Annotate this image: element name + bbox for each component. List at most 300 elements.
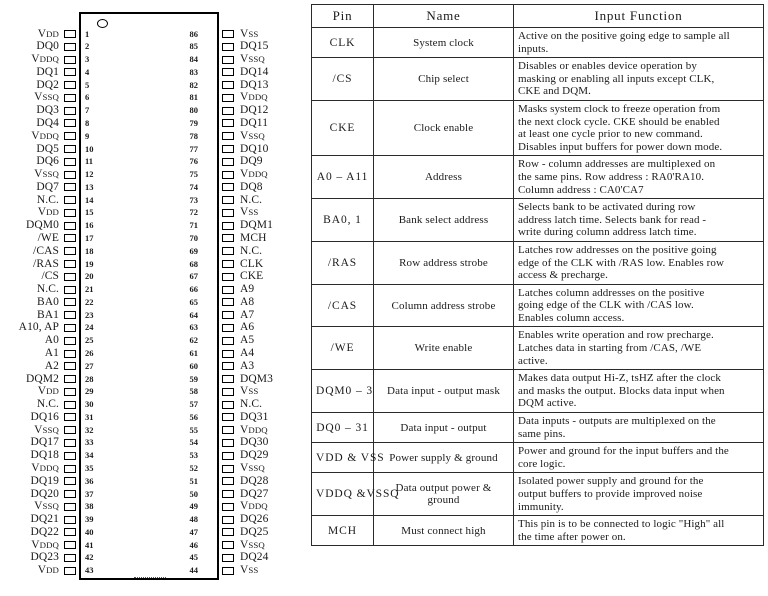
pin-number-right: 78 (189, 130, 198, 141)
pin-pad-left-icon (64, 273, 76, 281)
cell-pin: /WE (312, 327, 374, 370)
pin-diagram (0, 0, 300, 596)
pin-row (0, 79, 300, 92)
pin-label-left: VDDQ (31, 462, 59, 475)
pin-number-left: 27 (85, 360, 94, 371)
pin-label-left: DQM0 (26, 219, 59, 232)
table-header-row (312, 5, 764, 28)
cell-pin: /CS (312, 58, 374, 101)
pin-number-left: 3 (85, 54, 90, 65)
pin-pad-left-icon (64, 413, 76, 421)
pin-row (0, 168, 300, 181)
pin-pad-right-icon (222, 388, 234, 396)
cell-input-function-line: output buffers to provide improved noise (518, 488, 703, 500)
pin-number-left: 23 (85, 309, 94, 320)
pin-pad-right-icon (222, 362, 234, 370)
cell-input-function (514, 199, 764, 242)
cell-name (374, 370, 514, 413)
pin-number-right: 53 (189, 450, 198, 461)
pin-number-left: 8 (85, 117, 90, 128)
pin-pad-right-icon (222, 337, 234, 345)
cell-pin: /RAS (312, 241, 374, 284)
cell-input-function-line: the same pins. Row address : RA0'RA10. (518, 170, 705, 183)
pin-number-right: 46 (189, 539, 198, 550)
pin-label-left: VDD (37, 206, 59, 219)
pin-label-right: N.C. (240, 193, 263, 206)
pin-pad-left-icon (64, 260, 76, 268)
pin-label-left: DQ23 (30, 551, 59, 564)
pin-function-table (311, 4, 764, 546)
pin-number-left: 1 (85, 28, 90, 39)
pin-row (0, 283, 300, 296)
cell-input-function-line: address latch time. Selects bank for read - (518, 213, 707, 226)
pin-pad-left-icon (64, 362, 76, 370)
pin-row (0, 91, 300, 104)
cell-input-function-line: Masks system clock to freeze operation from (518, 102, 721, 115)
cell-input-function-line: same pins. (518, 427, 566, 440)
table-row (312, 199, 764, 242)
pin-pad-right-icon (222, 477, 234, 485)
pin-number-left: 19 (85, 258, 94, 269)
pin-label-right: DQ10 (240, 142, 269, 155)
cell-input-function (514, 327, 764, 370)
cell-pin: CKE (312, 100, 374, 155)
pin-row (0, 130, 300, 143)
pin-number-right: 82 (189, 79, 198, 90)
pin-label-right: DQ30 (240, 436, 269, 449)
pin-number-left: 29 (85, 386, 94, 397)
pin-number-right: 69 (189, 245, 198, 256)
pin-row (0, 398, 300, 411)
pin-label-right: DQ27 (240, 487, 269, 500)
pin-label-left: VDD (37, 27, 59, 40)
cell-name (374, 58, 514, 101)
pin-number-left: 43 (85, 565, 94, 576)
cell-input-function (514, 284, 764, 327)
pin-pad-right-icon (222, 503, 234, 511)
pin-pad-right-icon (222, 260, 234, 268)
pin-number-right: 67 (189, 271, 198, 282)
pin-label-right: DQ24 (240, 551, 269, 564)
pin-number-right: 58 (189, 386, 198, 397)
pin-label-left: VDDQ (31, 53, 59, 66)
table-row (312, 284, 764, 327)
pin-label-right: A6 (240, 321, 255, 334)
pin-number-left: 7 (85, 105, 90, 116)
cell-input-function-line: active. (518, 354, 548, 367)
column-header-input-function: Input Function (514, 5, 764, 28)
pin-number-left: 17 (85, 232, 94, 243)
pin-row (0, 232, 300, 245)
pin-row (0, 488, 300, 501)
cell-name (374, 28, 514, 58)
pin-number-left: 25 (85, 335, 94, 346)
cell-input-function-line: Isolated power supply and ground for the (518, 475, 704, 488)
pin-label-right: VDDQ (240, 423, 268, 436)
pin-pad-left-icon (64, 490, 76, 498)
pin-label-left: DQ0 (36, 40, 59, 53)
pin-row (0, 245, 300, 258)
pin-label-left: N.C. (36, 193, 59, 206)
pin-label-right: VDDQ (240, 91, 268, 104)
pin-pad-left-icon (64, 503, 76, 511)
pin-number-right: 61 (189, 348, 198, 358)
cell-input-function-line: write during column address latch time. (518, 226, 697, 239)
pin-label-right: VSS (240, 564, 259, 577)
cell-pin: DQM0 – 3 (312, 370, 374, 413)
pin-number-right: 77 (189, 143, 198, 154)
pin-number-left: 40 (85, 526, 94, 537)
pin-number-left: 41 (85, 539, 94, 550)
pin-number-left: 20 (85, 271, 94, 282)
pin-pad-left-icon (64, 145, 76, 153)
pin-row (0, 66, 300, 79)
pin-pad-right-icon (222, 298, 234, 306)
pin-label-right: DQ25 (240, 525, 269, 538)
pin-number-left: 34 (85, 450, 94, 461)
pin-function-table-wrapper (311, 4, 763, 546)
pin-number-left: 30 (85, 399, 94, 410)
table-row (312, 370, 764, 413)
cell-input-function-line: inputs. (518, 42, 549, 55)
pin-number-right: 52 (189, 463, 198, 474)
pin-row (0, 385, 300, 398)
pin-row (0, 424, 300, 437)
cell-input-function (514, 28, 764, 58)
pin-pad-right-icon (222, 234, 234, 242)
pin-pad-left-icon (64, 541, 76, 549)
cell-name (374, 241, 514, 284)
cell-pin: DQ0 – 31 (312, 413, 374, 443)
cell-name-line: Column address strobe (391, 299, 496, 312)
pin-label-left: DQ7 (36, 180, 59, 193)
pin-label-right: DQ12 (240, 104, 269, 117)
cell-input-function-line: immunity. (518, 500, 564, 513)
cell-input-function-line: Enables column access. (518, 311, 625, 324)
pin-label-right: VDDQ (240, 500, 268, 513)
pin-pad-right-icon (222, 311, 234, 319)
pin-label-right: VSS (240, 206, 259, 219)
pin-row (0, 309, 300, 322)
pin-pad-left-icon (64, 350, 76, 358)
pin-label-left: /RAS (33, 257, 59, 270)
pin-number-right: 85 (189, 41, 198, 52)
pin-pad-left-icon (64, 56, 76, 64)
pin-number-right: 55 (189, 424, 198, 435)
pin-pad-left-icon (64, 516, 76, 524)
cell-name-line: Write enable (414, 342, 473, 355)
pin-row (0, 155, 300, 168)
pin-label-right: CKE (240, 270, 264, 283)
pin-pad-left-icon (64, 452, 76, 460)
pin-label-left: DQ1 (36, 65, 59, 78)
pin-pad-right-icon (222, 375, 234, 383)
pin-number-right: 84 (189, 54, 198, 65)
pin-label-right: VSSQ (240, 53, 265, 66)
cell-input-function-line: This pin is to be connected to logic "High" all (518, 518, 725, 531)
pin-number-left: 33 (85, 437, 94, 448)
pin-number-left: 28 (85, 373, 94, 384)
pin-row (0, 143, 300, 156)
pin-pad-right-icon (222, 426, 234, 434)
cell-input-function-line: Disables input buffers for power down mode. (518, 140, 723, 153)
column-header-name: Name (374, 5, 514, 28)
cell-name-line: Chip select (418, 73, 469, 86)
pin-pad-left-icon (64, 247, 76, 255)
pin-pad-left-icon (64, 183, 76, 191)
pin-label-right: VSSQ (240, 538, 265, 551)
pin-label-right: A7 (240, 308, 255, 321)
pin-label-right: A8 (240, 295, 255, 308)
pin-pad-left-icon (64, 119, 76, 127)
pin-number-right: 65 (189, 296, 198, 307)
pin-pad-right-icon (222, 68, 234, 76)
pin-label-right: DQ11 (240, 116, 269, 129)
pin-pad-right-icon (222, 171, 234, 179)
pin-pad-right-icon (222, 554, 234, 562)
pin-number-right: 70 (189, 232, 198, 243)
pin-row (0, 40, 300, 53)
pin-label-left: DQ22 (30, 525, 59, 538)
pin-pad-left-icon (64, 209, 76, 217)
pin-label-left: VDD (37, 564, 59, 577)
pin-row (0, 475, 300, 488)
cell-input-function (514, 241, 764, 284)
cell-pin: BA0, 1 (312, 199, 374, 242)
pin-number-right: 47 (189, 526, 198, 537)
pin-pad-right-icon (222, 439, 234, 447)
pin-number-left: 12 (85, 169, 94, 180)
pin-pad-right-icon (222, 273, 234, 281)
pin-number-left: 26 (85, 348, 94, 358)
cell-input-function-line: core logic. (518, 457, 566, 470)
pin-pad-left-icon (64, 426, 76, 434)
pin-number-right: 56 (189, 411, 198, 422)
pin-number-right: 68 (189, 258, 198, 269)
pin-number-left: 37 (85, 488, 94, 499)
pin-row (0, 194, 300, 207)
pin-label-right: A9 (240, 283, 255, 296)
pin-number-left: 11 (85, 156, 94, 167)
pin-number-right: 66 (189, 284, 198, 295)
pin-pad-right-icon (222, 107, 234, 115)
pin-label-left: VDDQ (31, 538, 59, 551)
pin-row (0, 513, 300, 526)
pin-pad-right-icon (222, 516, 234, 524)
pin-number-left: 42 (85, 552, 94, 563)
cell-input-function-line: Makes data output Hi-Z, tsHZ after the clock (518, 372, 721, 385)
pin-label-right: DQ9 (240, 155, 263, 168)
cell-name-line: Power supply & ground (389, 451, 498, 464)
cell-name-line: Data output power & (395, 482, 492, 495)
pin-label-right: DQ14 (240, 65, 269, 78)
pin-label-right: A3 (240, 359, 255, 372)
pin-function-table-body (312, 28, 764, 546)
pin-number-left: 4 (85, 66, 90, 77)
pin-pad-left-icon (64, 567, 76, 575)
pin-row (0, 564, 300, 577)
cell-name-line: Clock enable (413, 122, 474, 135)
cell-pin: A0 – A11 (312, 156, 374, 199)
cell-input-function-line: CKE and DQM. (518, 85, 592, 98)
pin-number-left: 35 (85, 463, 94, 474)
cell-name-line: ground (427, 494, 460, 507)
pin-pad-right-icon (222, 145, 234, 153)
pin-number-right: 81 (189, 92, 198, 103)
pin-number-right: 79 (189, 117, 198, 128)
pin-label-left: VSSQ (34, 168, 59, 181)
pin-number-right: 51 (189, 475, 198, 486)
pin-label-right: DQ31 (240, 410, 269, 423)
cell-input-function-line: edge of the CLK with /RAS low. Enables row (518, 256, 725, 269)
pin-number-right: 60 (189, 360, 198, 371)
pin-pad-right-icon (222, 43, 234, 51)
pin-pad-right-icon (222, 196, 234, 204)
cell-pin-line: VDDQ & (316, 488, 367, 501)
pin-number-left: 24 (85, 322, 94, 333)
cell-name (374, 156, 514, 199)
pin-row (0, 296, 300, 309)
pin-label-left: DQ6 (36, 155, 59, 168)
pin-row (0, 334, 300, 347)
pin-number-left: 22 (85, 296, 94, 307)
cell-input-function-line: Enables write operation and row precharge. (518, 329, 714, 342)
cell-pin: CLK (312, 28, 374, 58)
pin-number-right: 76 (189, 156, 198, 167)
pin-pad-right-icon (222, 324, 234, 332)
pin-pad-left-icon (64, 286, 76, 294)
pin-label-right: VSSQ (240, 129, 265, 142)
cell-input-function-line: Column address : CA0'CA7 (518, 183, 644, 196)
pin-pad-right-icon (222, 350, 234, 358)
pin-pad-right-icon (222, 465, 234, 473)
column-header-pin: Pin (312, 5, 374, 28)
pin-pad-left-icon (64, 68, 76, 76)
pin-pad-left-icon (64, 94, 76, 102)
pin-label-left: VSSQ (34, 423, 59, 436)
pin-label-left: DQ18 (30, 449, 59, 462)
cell-name (374, 100, 514, 155)
cell-input-function-line: masking or enabling all inputs except CLK, (518, 72, 715, 85)
pin-label-left: VDD (37, 385, 59, 398)
pin-number-left: 39 (85, 514, 94, 525)
pin-pad-right-icon (222, 413, 234, 421)
cell-input-function-line: Latches row addresses on the positive going (518, 243, 717, 256)
cell-input-function-line: Row - column addresses are multiplexed on (518, 158, 716, 171)
pin-pad-right-icon (222, 158, 234, 166)
cell-name-line: Must connect high (401, 524, 486, 537)
pin-pad-right-icon (222, 541, 234, 549)
pin-label-left: DQ17 (30, 436, 59, 449)
pin-pad-right-icon (222, 94, 234, 102)
pin-pad-left-icon (64, 554, 76, 562)
pin-pad-left-icon (64, 477, 76, 485)
cell-input-function-line: Active on the positive going edge to sample all (518, 30, 730, 42)
pin-row (0, 539, 300, 552)
pin-number-left: 21 (85, 284, 94, 295)
pin-row (0, 526, 300, 539)
table-row (312, 413, 764, 443)
pin-row (0, 219, 300, 232)
cell-input-function (514, 156, 764, 199)
pin-label-left: VSSQ (34, 500, 59, 513)
cell-input-function-line: Latches data in starting from /CAS, /WE (518, 342, 702, 355)
pin-pad-right-icon (222, 183, 234, 191)
table-row (312, 58, 764, 101)
pin-label-left: DQ19 (30, 474, 59, 487)
pin-number-left: 13 (85, 181, 94, 192)
pin-row (0, 551, 300, 564)
cell-pin: /CAS (312, 284, 374, 327)
pin-number-right: 63 (189, 322, 198, 333)
pin-row (0, 321, 300, 334)
pin-label-right: VDDQ (240, 168, 268, 181)
cell-name (374, 516, 514, 546)
pin-pad-left-icon (64, 439, 76, 447)
pin-row (0, 28, 300, 41)
pin-number-left: 38 (85, 501, 94, 512)
pin-pad-right-icon (222, 56, 234, 64)
cell-name-line: Row address strobe (399, 256, 488, 269)
pin-pad-left-icon (64, 465, 76, 473)
pin-label-left: DQ16 (30, 410, 59, 423)
pin-label-right: A4 (240, 347, 255, 359)
pin-pad-right-icon (222, 209, 234, 217)
pin-label-left: A2 (44, 359, 59, 372)
table-row (312, 443, 764, 473)
pin-pad-right-icon (222, 567, 234, 575)
pin-label-left: N.C. (36, 283, 59, 296)
pin-number-right: 59 (189, 373, 198, 384)
pin-number-right: 49 (189, 501, 198, 512)
pin-number-left: 36 (85, 475, 94, 486)
cell-name (374, 443, 514, 473)
pin-label-right: N.C. (240, 244, 263, 257)
cell-input-function (514, 516, 764, 546)
pin-label-left: N.C. (36, 398, 59, 411)
pin-label-right: DQM1 (240, 219, 273, 232)
cell-name (374, 284, 514, 327)
pin-pad-right-icon (222, 452, 234, 460)
pin-label-left: DQ4 (36, 116, 59, 129)
pin-number-right: 64 (189, 309, 198, 320)
pin-pad-left-icon (64, 196, 76, 204)
pin-label-right: VSS (240, 385, 259, 398)
pin-pad-right-icon (222, 528, 234, 536)
pin-label-right: A5 (240, 334, 255, 347)
pin-row (0, 360, 300, 373)
pin-number-right: 44 (189, 565, 198, 576)
pin-row (0, 500, 300, 513)
pin-label-right: DQ15 (240, 40, 269, 53)
pin-number-right: 74 (189, 181, 198, 192)
cell-name-line: System clock (413, 36, 474, 49)
cell-pin-line: VSSQ (366, 488, 400, 501)
pin-pad-right-icon (222, 490, 234, 498)
pin-number-right: 45 (189, 552, 198, 563)
pin-number-right: 73 (189, 194, 198, 205)
pin-pad-left-icon (64, 234, 76, 242)
pin-row (0, 436, 300, 449)
pin-number-right: 80 (189, 105, 198, 116)
cell-input-function-line: Disables or enables device operation by (518, 60, 697, 73)
pin-pad-left-icon (64, 43, 76, 51)
pin-row (0, 373, 300, 386)
pin-pad-left-icon (64, 298, 76, 306)
pin-pad-left-icon (64, 375, 76, 383)
pin-label-right: CLK (240, 257, 264, 270)
pin-pad-left-icon (64, 81, 76, 89)
